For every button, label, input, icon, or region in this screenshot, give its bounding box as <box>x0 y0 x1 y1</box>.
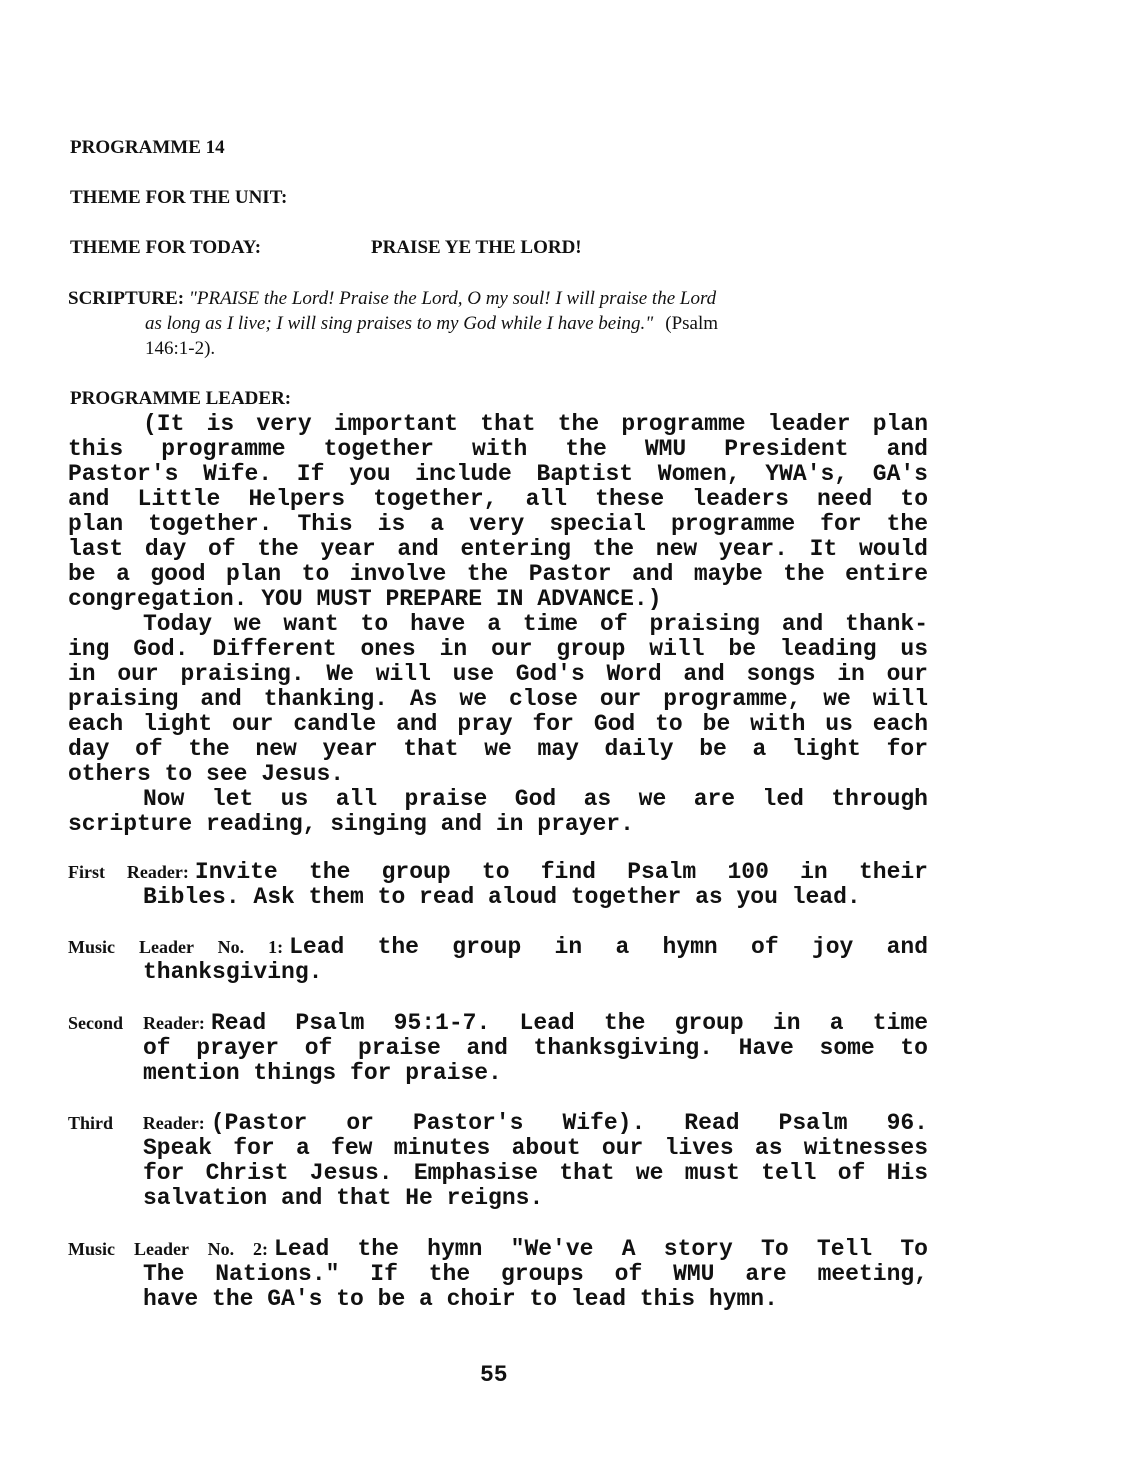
programme-part-line <box>68 1011 928 1036</box>
leader-text-line: this programme together with the WMU President and <box>68 437 928 462</box>
page-number: 55 <box>480 1362 508 1388</box>
leader-text-line: each light our candle and pray for God to be with us each <box>68 712 928 737</box>
scripture-line-1 <box>68 288 930 310</box>
part-text: Read Psalm 95:1-7. Lead the group in a time <box>210 1011 928 1036</box>
scripture-reference: (Psalm <box>665 313 719 334</box>
part-label: Music Leader No. 2: <box>68 1239 269 1259</box>
programme-part-line <box>68 935 928 960</box>
scripture-line-2 <box>145 313 718 335</box>
leader-text-line: and Little Helpers together, all these leaders need to <box>68 487 928 512</box>
leader-text-line: congregation. YOU MUST PREPARE IN ADVANCE.) <box>68 586 662 612</box>
programme-part-line <box>68 860 928 885</box>
programme-part-line: of prayer of praise and thanksgiving. Have some to <box>143 1036 928 1061</box>
leader-label: PROGRAMME LEADER: <box>70 388 292 409</box>
scripture-reference-end: 146:1-2). <box>145 338 216 359</box>
leader-text-line: be a good plan to involve the Pastor and maybe the entire <box>68 562 928 587</box>
leader-text-line: Today we want to have a time of praising and thank- <box>143 612 928 637</box>
part-label: First Reader: <box>68 862 189 882</box>
leader-text-line: plan together. This is a very special programme for the <box>68 512 928 537</box>
programme-part-line <box>68 1111 928 1136</box>
theme-today-label: THEME FOR TODAY: <box>70 237 262 258</box>
programme-heading: PROGRAMME 14 <box>70 137 225 158</box>
programme-part-line: for Christ Jesus. Emphasise that we must tell of His <box>143 1161 928 1186</box>
leader-text-line: Now let us all praise God as we are led through <box>143 787 928 812</box>
leader-text-line: praising and thanking. As we close our programme, we will <box>68 687 928 712</box>
part-text: Lead the group in a hymn of joy and <box>289 935 928 960</box>
part-text: (Pastor or Pastor's Wife). Read Psalm 96. <box>210 1111 928 1136</box>
leader-text-line: Pastor's Wife. If you include Baptist Women, YWA's, GA's <box>68 462 928 487</box>
leader-text-line: last day of the year and entering the new year. It would <box>68 537 928 562</box>
scripture-label: SCRIPTURE: <box>68 288 185 309</box>
programme-part-line: mention things for praise. <box>143 1060 502 1086</box>
programme-part-line: thanksgiving. <box>143 959 323 985</box>
programme-part-line: salvation and that He reigns. <box>143 1185 544 1211</box>
scripture-text: "PRAISE the Lord! Praise the Lord, O my soul! I will praise the Lord <box>188 288 717 309</box>
theme-unit-label: THEME FOR THE UNIT: <box>70 187 288 208</box>
part-label: Music Leader No. 1: <box>68 937 284 957</box>
leader-text-line: in our praising. We will use God's Word and songs in our <box>68 662 928 687</box>
part-text: Invite the group to find Psalm 100 in their <box>194 860 928 885</box>
scripture-text: as long as I live; I will sing praises to my God while I have being." <box>145 313 654 334</box>
programme-part-line: The Nations." If the groups of WMU are meeting, <box>143 1262 928 1287</box>
part-text: Lead the hymn "We've A story To Tell To <box>274 1237 928 1262</box>
programme-part-line: have the GA's to be a choir to lead this hymn. <box>143 1286 778 1312</box>
leader-text-line: others to see Jesus. <box>68 761 345 787</box>
leader-text-line: scripture reading, singing and in prayer. <box>68 811 634 837</box>
part-label: Second Reader: <box>68 1013 205 1033</box>
leader-text-line: day of the new year that we may daily be a light for <box>68 737 928 762</box>
leader-text-line: ing God. Different ones in our group will be leading us <box>68 637 928 662</box>
programme-part-line: Bibles. Ask them to read aloud together as you lead. <box>143 884 861 910</box>
part-label: Third Reader: <box>68 1113 205 1133</box>
theme-today-value: PRAISE YE THE LORD! <box>371 237 582 258</box>
programme-part-line: Speak for a few minutes about our lives as witnesses <box>143 1136 928 1161</box>
programme-part-line <box>68 1237 928 1262</box>
leader-text-line: (It is very important that the programme leader plan <box>143 412 928 437</box>
